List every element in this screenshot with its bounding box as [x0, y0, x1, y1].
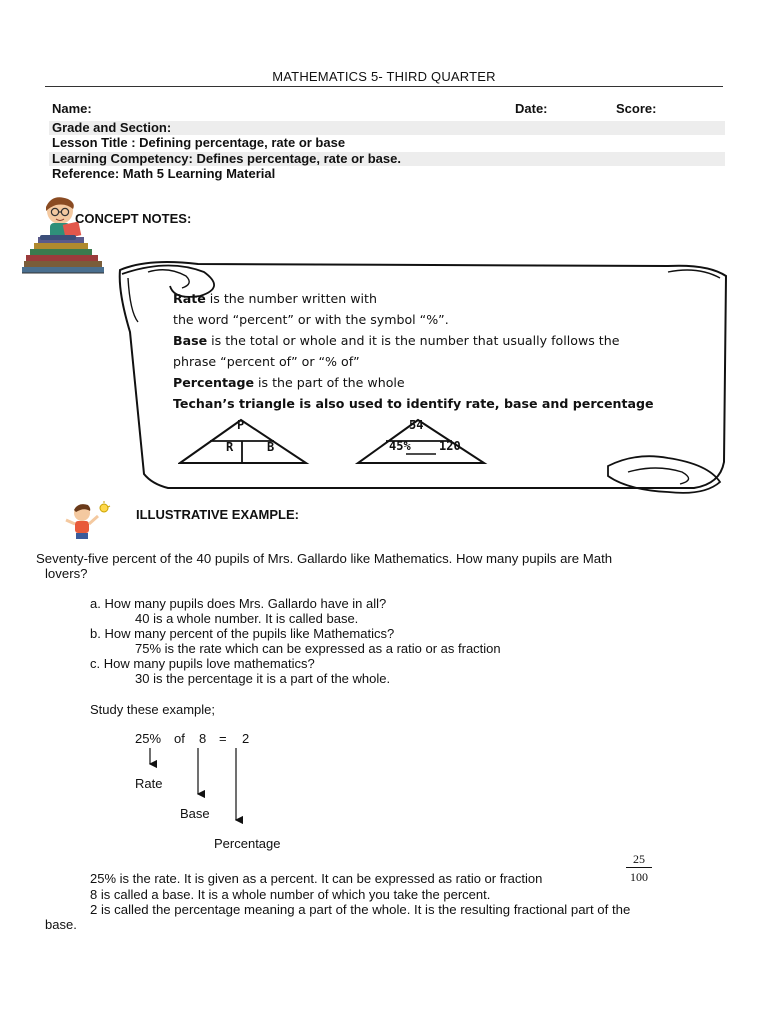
fraction-25-over-100 [626, 852, 652, 884]
explanation-percentage-line-1: 2 is called the percentage meaning a part of the whole. It is the resulting fractional part of the [90, 902, 631, 917]
score-label: Score: [616, 101, 657, 116]
question-b: b. How many percent of the pupils like Mathematics? [90, 626, 395, 641]
idea-kid-illustration [60, 500, 112, 546]
triangle-b-label: B [267, 440, 275, 454]
reference-row: Reference: Math 5 Learning Material [52, 166, 276, 181]
answer-c: 30 is the percentage it is a part of the whole. [135, 671, 391, 686]
triangle-54-label: 54 [409, 418, 424, 432]
answer-b: 75% is the rate which can be expressed as a ratio or as fraction [135, 641, 501, 656]
base-def-line-1: is the total or whole and it is the number that usually follows the [207, 333, 620, 348]
rate-def-line-1: is the number written with [205, 291, 377, 306]
techan-triangle-note: Techan’s triangle is also used to identify rate, base and percentage [173, 396, 654, 411]
base-label: Base [180, 806, 210, 821]
grade-section-row: Grade and Section: [49, 121, 725, 135]
lesson-title-row: Lesson Title : Defining percentage, rate or base [52, 135, 346, 150]
percentage-definition [173, 372, 713, 393]
concept-notes-heading: CONCEPT NOTES: [75, 211, 192, 226]
question-a: a. How many pupils does Mrs. Gallardo have in all? [90, 596, 387, 611]
study-example-intro: Study these example; [90, 702, 216, 717]
explanation-percentage-line-2: base. [45, 917, 77, 932]
eq-of-word: of [174, 731, 185, 746]
rate-term: Rate [173, 291, 206, 306]
triangle-r-label: R [226, 440, 234, 454]
triangle-120-label: 120 [439, 439, 461, 453]
reading-boy-illustration [20, 195, 106, 281]
question-c: c. How many pupils love mathematics? [90, 656, 315, 671]
triangle-45pct-label: 45% [389, 439, 411, 453]
name-row [49, 102, 725, 117]
worksheet-title: MATHEMATICS 5- THIRD QUARTER [272, 69, 496, 84]
eq-rate-value: 25% [135, 731, 162, 746]
rate-def-line-2: the word “percent” or with the symbol “%”. [173, 312, 449, 327]
explanation-base: 8 is called a base. It is a whole number of which you take the percent. [90, 887, 491, 902]
eq-base-value: 8 [199, 731, 207, 746]
name-label: Name: [52, 101, 92, 116]
eq-percentage-value: 2 [242, 731, 250, 746]
percentage-def: is the part of the whole [254, 375, 405, 390]
base-term: Base [173, 333, 208, 348]
rate-definition [173, 288, 713, 309]
fraction-numerator: 25 [626, 852, 652, 868]
word-problem-line-2: lovers? [45, 566, 88, 581]
concept-notes-body [173, 288, 713, 414]
book-stack [22, 237, 104, 273]
fraction-denominator: 100 [630, 870, 648, 884]
illustrative-example-heading: ILLUSTRATIVE EXAMPLE: [136, 507, 299, 522]
base-def-line-2: phrase “percent of” or “% of” [173, 354, 360, 369]
rate-label: Rate [135, 776, 163, 791]
answer-a: 40 is a whole number. It is called base. [135, 611, 359, 626]
word-problem-line-1: Seventy-five percent of the 40 pupils of Mrs. Gallardo like Mathematics. How many pupils are Math [36, 551, 613, 566]
eq-equals: = [219, 731, 227, 746]
header-divider [45, 86, 723, 87]
date-label: Date: [515, 101, 548, 116]
percentage-label: Percentage [214, 836, 281, 851]
explanation-rate: 25% is the rate. It is given as a percent. It can be expressed as ratio or fraction [90, 871, 543, 886]
triangle-p-label: P [237, 418, 245, 432]
competency-row: Learning Competency: Defines percentage, rate or base. [49, 152, 725, 166]
base-definition [173, 330, 713, 351]
percentage-term: Percentage [173, 375, 255, 390]
